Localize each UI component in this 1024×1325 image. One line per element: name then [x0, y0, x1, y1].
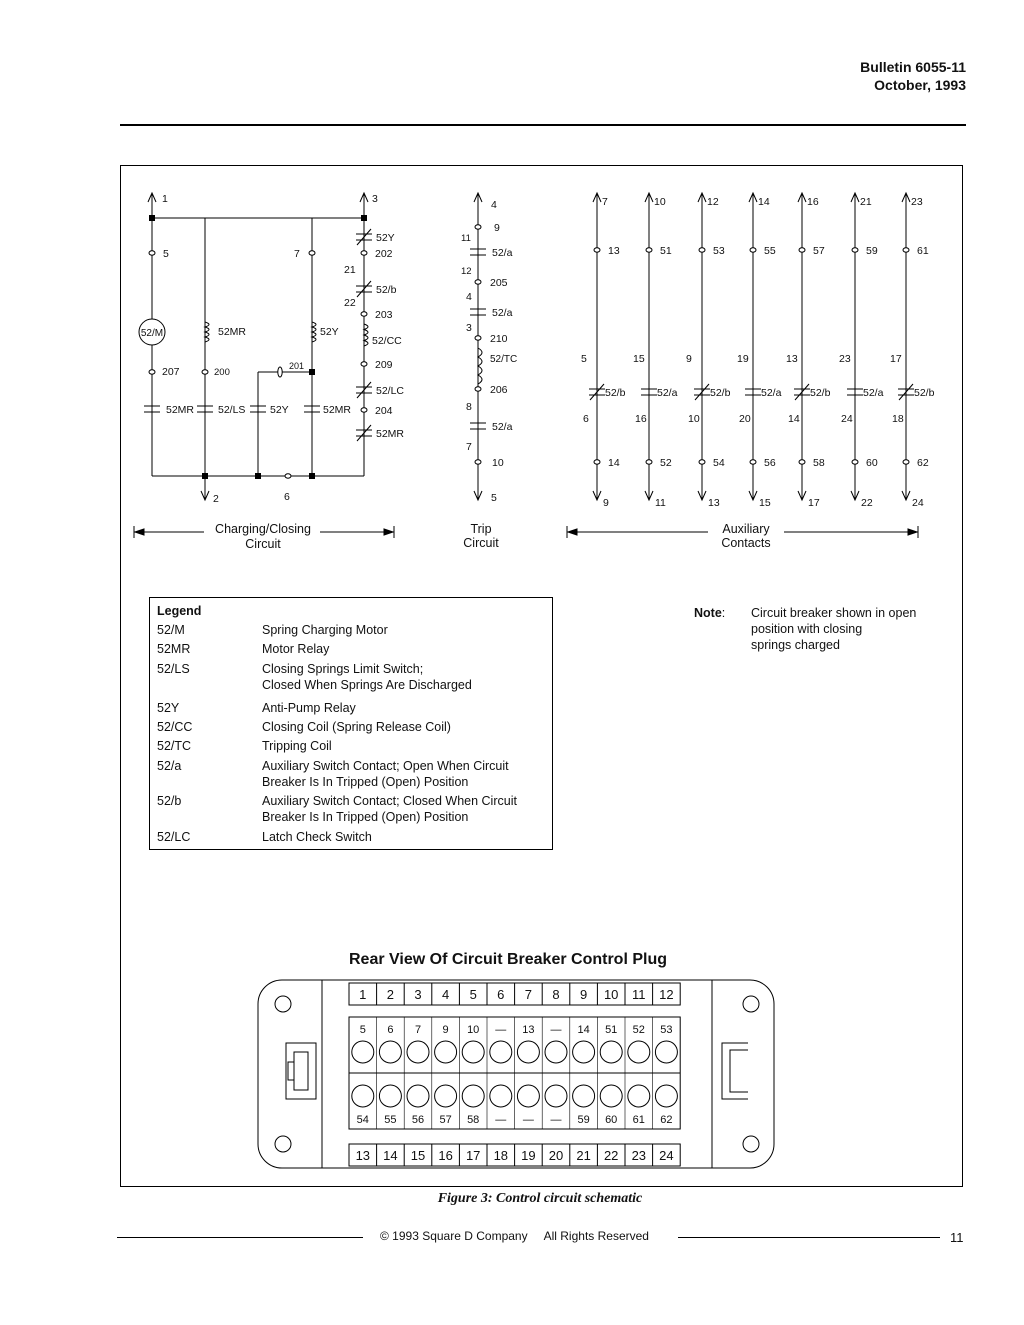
wire-label: 201 — [289, 361, 305, 371]
plug-title: Rear View Of Circuit Breaker Control Plug — [349, 951, 668, 968]
aux-right-label: 20 — [739, 413, 751, 425]
aux-wire-label: 59 — [866, 245, 878, 257]
bulletin-number: Bulletin 6055-11 — [860, 59, 966, 75]
aux-wire-label: 61 — [917, 245, 929, 257]
legend-description: Motor Relay — [262, 642, 330, 656]
terminal-ring — [475, 280, 481, 284]
legend-description: Latch Check Switch — [262, 830, 372, 844]
legend-description: Closing Coil (Spring Release Coil) — [262, 720, 451, 734]
aux-wire-label: 55 — [764, 245, 776, 257]
control-schematic — [120, 165, 963, 595]
aux-bottom-label: 24 — [912, 497, 924, 509]
legend-description: Closed When Springs Are Discharged — [262, 678, 472, 692]
lower-wire-number: 60 — [605, 1114, 618, 1126]
terminal-ring — [594, 248, 600, 252]
wire-label: 200 — [214, 367, 230, 378]
latch-left — [286, 1043, 316, 1099]
legend-description: Anti-Pump Relay — [262, 701, 356, 715]
section-label-auxiliary: Auxiliary — [722, 522, 770, 536]
control-plug-diagram — [250, 975, 780, 1175]
aux-contact-label: 52/b — [710, 387, 731, 399]
top-pin-number: 4 — [441, 987, 450, 1002]
pin-socket — [435, 1085, 457, 1107]
terminal-ring — [361, 408, 367, 412]
upper-wire-number: 14 — [577, 1024, 590, 1036]
pin-socket — [545, 1041, 567, 1063]
aux-top-label: 7 — [602, 196, 608, 208]
device-label: 52/TC — [490, 354, 518, 365]
terminal-ring — [699, 460, 705, 464]
upper-wire-number: 6 — [387, 1024, 394, 1036]
plug-outline — [258, 980, 774, 1168]
pin-socket — [655, 1085, 677, 1107]
upper-wire-number: 9 — [442, 1024, 449, 1036]
terminal-ring — [309, 251, 315, 255]
terminal-ring — [594, 460, 600, 464]
terminal-ring — [361, 312, 367, 316]
section-label-trip: Trip — [470, 522, 492, 536]
top-pin-number: 2 — [386, 987, 395, 1002]
upper-wire-number: 10 — [467, 1024, 480, 1036]
aux-wire-label: 57 — [813, 245, 825, 257]
aux-bottom-label: 17 — [808, 497, 820, 509]
page-number: 11 — [950, 1230, 964, 1245]
terminal-label: 3 — [466, 322, 472, 334]
terminal-ring — [799, 248, 805, 252]
device-label: 52MR — [218, 326, 247, 338]
aux-wire-label: 51 — [660, 245, 672, 257]
junction-dot — [309, 473, 315, 479]
terminal-ring — [903, 460, 909, 464]
terminal-label: 8 — [466, 401, 472, 413]
terminal-ring — [750, 460, 756, 464]
upper-wire-number: 52 — [632, 1024, 645, 1036]
latch-left — [288, 1062, 294, 1080]
section-label-charging: Circuit — [245, 537, 281, 551]
legend-code: 52MR — [157, 642, 191, 656]
footer-copyright: © 1993 Square D Company All Rights Reserved — [380, 1229, 649, 1243]
legend-code: 52/M — [157, 623, 185, 637]
bottom-pin-number: 21 — [576, 1148, 591, 1163]
terminal-ring — [475, 387, 481, 391]
legend-description: Auxiliary Switch Contact; Open When Circuit — [262, 759, 509, 773]
terminal-label: 7 — [466, 441, 472, 453]
aux-wire-label: 52 — [660, 457, 672, 469]
terminal-label: 12 — [461, 266, 472, 277]
wire-label: 209 — [375, 359, 393, 371]
pin-socket — [655, 1041, 677, 1063]
bottom-pin-number: 13 — [355, 1148, 371, 1163]
dim-auxiliary — [908, 529, 917, 535]
bottom-pin-number: 16 — [438, 1148, 453, 1163]
coil-52y — [312, 322, 316, 342]
bottom-pin-number: 22 — [603, 1148, 619, 1163]
aux-top-label: 14 — [758, 196, 770, 208]
pin-socket — [407, 1085, 429, 1107]
pin-socket — [352, 1041, 374, 1063]
mount-hole — [275, 1136, 291, 1152]
latch-right — [730, 1050, 748, 1092]
lower-wire-number: 62 — [660, 1114, 673, 1126]
terminal-ring — [799, 460, 805, 464]
bottom-pin-number: 19 — [521, 1148, 536, 1163]
top-pin-number: 12 — [659, 987, 674, 1002]
aux-wire-label: 13 — [608, 245, 620, 257]
aux-wire-label: 14 — [608, 457, 620, 469]
aux-contact-label: 52/b — [605, 387, 626, 399]
section-label-charging: Charging/Closing — [215, 522, 311, 536]
lower-wire-number: — — [495, 1114, 507, 1126]
aux-contact-label: 52/b — [810, 387, 831, 399]
pin-socket — [407, 1041, 429, 1063]
pin-socket — [600, 1085, 622, 1107]
device-label: 52/a — [492, 247, 513, 259]
header-rule — [120, 124, 966, 126]
lower-wire-number: 56 — [411, 1114, 425, 1126]
aux-right-label: 6 — [583, 413, 589, 425]
junction-dot — [309, 369, 315, 375]
aux-wire-label: 62 — [917, 457, 929, 469]
terminal-ring — [475, 336, 481, 340]
aux-right-label: 16 — [635, 413, 647, 425]
terminal-6-ring — [285, 474, 291, 478]
lower-wire-number: 61 — [632, 1114, 645, 1126]
section-label-auxiliary: Contacts — [721, 536, 771, 550]
upper-wire-number: 13 — [522, 1024, 535, 1036]
pin-socket — [600, 1041, 622, 1063]
wire-label: 207 — [162, 366, 180, 378]
device-label: 52Y — [376, 232, 395, 244]
terminal-ring — [278, 367, 282, 377]
bulletin-header — [860, 58, 966, 94]
device-label: 52/LS — [218, 404, 246, 416]
device-label: 52MR — [166, 404, 195, 416]
device-label: 52Y — [320, 326, 339, 338]
terminal-label: 9 — [494, 222, 500, 234]
device-label: 52Y — [270, 404, 289, 416]
terminal-ring — [149, 370, 155, 374]
terminal-label: 7 — [294, 248, 300, 260]
wire-label: 22 — [344, 297, 356, 309]
pin-socket — [628, 1085, 650, 1107]
pin-socket — [490, 1041, 512, 1063]
legend-description: Closing Springs Limit Switch; — [262, 662, 424, 676]
pin-socket — [573, 1041, 595, 1063]
dim-auxiliary — [568, 529, 577, 535]
terminal-ring — [750, 248, 756, 252]
terminal-label: 11 — [461, 233, 471, 244]
aux-top-label: 23 — [911, 196, 923, 208]
device-label: 52MR — [323, 404, 352, 416]
legend-description: Auxiliary Switch Contact; Closed When Circuit — [262, 794, 517, 808]
pin-socket — [517, 1041, 539, 1063]
device-label: 52/a — [492, 307, 513, 319]
aux-contact-label: 52/a — [761, 387, 782, 399]
upper-wire-number: — — [495, 1024, 507, 1036]
terminal-ring — [149, 251, 155, 255]
legend-description: Breaker Is In Tripped (Open) Position — [262, 810, 469, 824]
legend-title: Legend — [157, 604, 202, 618]
device-label: 52/LC — [376, 385, 405, 397]
aux-top-label: 10 — [654, 196, 666, 208]
terminal-ring — [475, 225, 481, 229]
terminal-ring — [475, 460, 481, 464]
pin-socket — [379, 1085, 401, 1107]
wire-label: 205 — [490, 277, 508, 289]
legend-code: 52/TC — [157, 739, 192, 753]
aux-left-label: 15 — [633, 353, 645, 365]
coil-52tc — [478, 348, 482, 384]
terminal-label: 4 — [491, 199, 497, 211]
coil-52mr — [205, 322, 209, 342]
junction-dot — [149, 215, 155, 221]
lower-wire-number: 59 — [577, 1114, 590, 1126]
coil-52cc — [364, 324, 368, 346]
device-label: 52/CC — [372, 335, 402, 347]
legend-description: Tripping Coil — [262, 739, 332, 753]
wire-label: 210 — [490, 333, 508, 345]
aux-wire-label: 53 — [713, 245, 725, 257]
aux-left-label: 5 — [581, 353, 587, 365]
dim-charging — [135, 529, 144, 535]
legend-code: 52/CC — [157, 720, 193, 734]
lower-wire-number: — — [550, 1114, 562, 1126]
top-pin-number: 6 — [497, 987, 505, 1002]
aux-wire-label: 60 — [866, 457, 878, 469]
wire-label: 204 — [375, 405, 393, 417]
terminal-ring — [903, 248, 909, 252]
terminal-label: 1 — [162, 193, 168, 205]
lower-wire-number: 54 — [356, 1114, 369, 1126]
legend-code: 52/LS — [157, 662, 190, 676]
pin-socket — [462, 1085, 484, 1107]
terminal-label: 5 — [491, 492, 497, 504]
aux-wire-label: 54 — [713, 457, 725, 469]
footer-rule-left — [117, 1237, 363, 1238]
figure-caption: Figure 3: Control circuit schematic — [437, 1191, 643, 1206]
aux-left-label: 19 — [737, 353, 749, 365]
aux-bottom-label: 13 — [708, 497, 720, 509]
aux-right-label: 10 — [688, 413, 700, 425]
aux-left-label: 23 — [839, 353, 851, 365]
top-pin-number: 1 — [359, 987, 367, 1002]
bottom-pin-number: 23 — [631, 1148, 647, 1163]
mount-hole — [743, 996, 759, 1012]
aux-bottom-label: 9 — [603, 497, 609, 509]
top-pin-number: 5 — [469, 987, 477, 1002]
terminal-ring — [361, 362, 367, 366]
aux-bottom-label: 11 — [655, 497, 666, 509]
upper-wire-number: 51 — [605, 1024, 618, 1036]
junction-dot — [202, 473, 208, 479]
latch-right — [722, 1043, 748, 1099]
aux-contact-label: 52/a — [657, 387, 678, 399]
wire-label: 203 — [375, 309, 393, 321]
lower-wire-number: — — [522, 1114, 534, 1126]
top-pin-number: 3 — [414, 987, 422, 1002]
note-text: Circuit breaker shown in open position with closing springs charged — [751, 606, 917, 652]
device-label: 52/a — [492, 421, 513, 433]
wire-label: 202 — [375, 248, 393, 260]
bottom-pin-number: 17 — [465, 1148, 481, 1163]
terminal-ring — [646, 248, 652, 252]
terminal-label: 3 — [372, 193, 378, 205]
lower-wire-number: 57 — [439, 1114, 452, 1126]
dim-charging — [384, 529, 393, 535]
aux-left-label: 13 — [786, 353, 798, 365]
lower-wire-number: 55 — [384, 1114, 397, 1126]
top-pin-number: 9 — [579, 987, 588, 1002]
bottom-pin-number: 15 — [410, 1148, 426, 1163]
terminal-label: 10 — [492, 457, 504, 469]
pin-socket — [517, 1085, 539, 1107]
legend-code: 52Y — [157, 701, 180, 715]
section-label-trip: Circuit — [463, 536, 499, 550]
pin-socket — [352, 1085, 374, 1107]
legend-code: 52/LC — [157, 830, 191, 844]
terminal-label: 2 — [213, 493, 219, 505]
aux-right-label: 24 — [841, 413, 853, 425]
upper-wire-number: — — [550, 1024, 562, 1036]
legend-box — [149, 597, 553, 850]
aux-right-label: 18 — [892, 413, 904, 425]
junction-dot — [255, 473, 261, 479]
lower-wire-number: 58 — [467, 1114, 480, 1126]
pin-socket — [628, 1041, 650, 1063]
aux-top-label: 12 — [707, 196, 719, 208]
bottom-pin-number: 24 — [659, 1148, 674, 1163]
pin-socket — [545, 1085, 567, 1107]
terminal-ring — [699, 248, 705, 252]
terminal-ring — [361, 251, 367, 255]
wire-label: 21 — [344, 264, 356, 276]
aux-wire-label: 56 — [764, 457, 776, 469]
note-label: Note: — [694, 606, 726, 620]
top-pin-number: 11 — [632, 987, 646, 1002]
junction-dot — [361, 215, 367, 221]
bulletin-date: October, 1993 — [874, 77, 966, 93]
pin-socket — [435, 1041, 457, 1063]
top-pin-number: 8 — [552, 987, 560, 1002]
device-label: 52/b — [376, 284, 397, 296]
motor-52m-label: 52/M — [140, 328, 164, 339]
bottom-pin-number: 18 — [493, 1148, 509, 1163]
legend-description: Breaker Is In Tripped (Open) Position — [262, 775, 469, 789]
pin-socket — [573, 1085, 595, 1107]
aux-left-label: 9 — [686, 353, 692, 365]
pin-socket — [462, 1041, 484, 1063]
aux-left-label: 17 — [890, 353, 902, 365]
terminal-ring — [646, 460, 652, 464]
pin-socket — [379, 1041, 401, 1063]
terminal-label: 6 — [284, 491, 290, 503]
terminal-ring — [202, 370, 208, 374]
bottom-pin-number: 14 — [383, 1148, 398, 1163]
terminal-label: 5 — [163, 248, 169, 260]
aux-wire-label: 58 — [813, 457, 825, 469]
top-pin-number: 7 — [524, 987, 533, 1002]
aux-bottom-label: 15 — [759, 497, 771, 509]
upper-wire-number: 7 — [414, 1024, 422, 1036]
device-label: 52MR — [376, 428, 405, 440]
top-pin-number: 10 — [603, 987, 619, 1002]
legend-description: Spring Charging Motor — [262, 623, 388, 637]
aux-top-label: 16 — [807, 196, 819, 208]
mount-hole — [743, 1136, 759, 1152]
upper-wire-number: 53 — [660, 1024, 673, 1036]
footer-rule-right — [678, 1237, 940, 1238]
bottom-pin-number: 20 — [548, 1148, 564, 1163]
terminal-ring — [852, 248, 858, 252]
latch-left — [294, 1052, 308, 1090]
legend-code: 52/a — [157, 759, 182, 773]
terminal-label: 4 — [466, 291, 472, 303]
aux-contact-label: 52/a — [863, 387, 884, 399]
wire-label: 206 — [490, 384, 508, 396]
aux-contact-label: 52/b — [914, 387, 935, 399]
mount-hole — [275, 996, 291, 1012]
aux-right-label: 14 — [788, 413, 800, 425]
aux-top-label: 21 — [860, 196, 872, 208]
terminal-ring — [852, 460, 858, 464]
aux-bottom-label: 22 — [861, 497, 873, 509]
pin-socket — [490, 1085, 512, 1107]
upper-wire-number: 5 — [359, 1024, 366, 1036]
legend-code: 52/b — [157, 794, 182, 808]
